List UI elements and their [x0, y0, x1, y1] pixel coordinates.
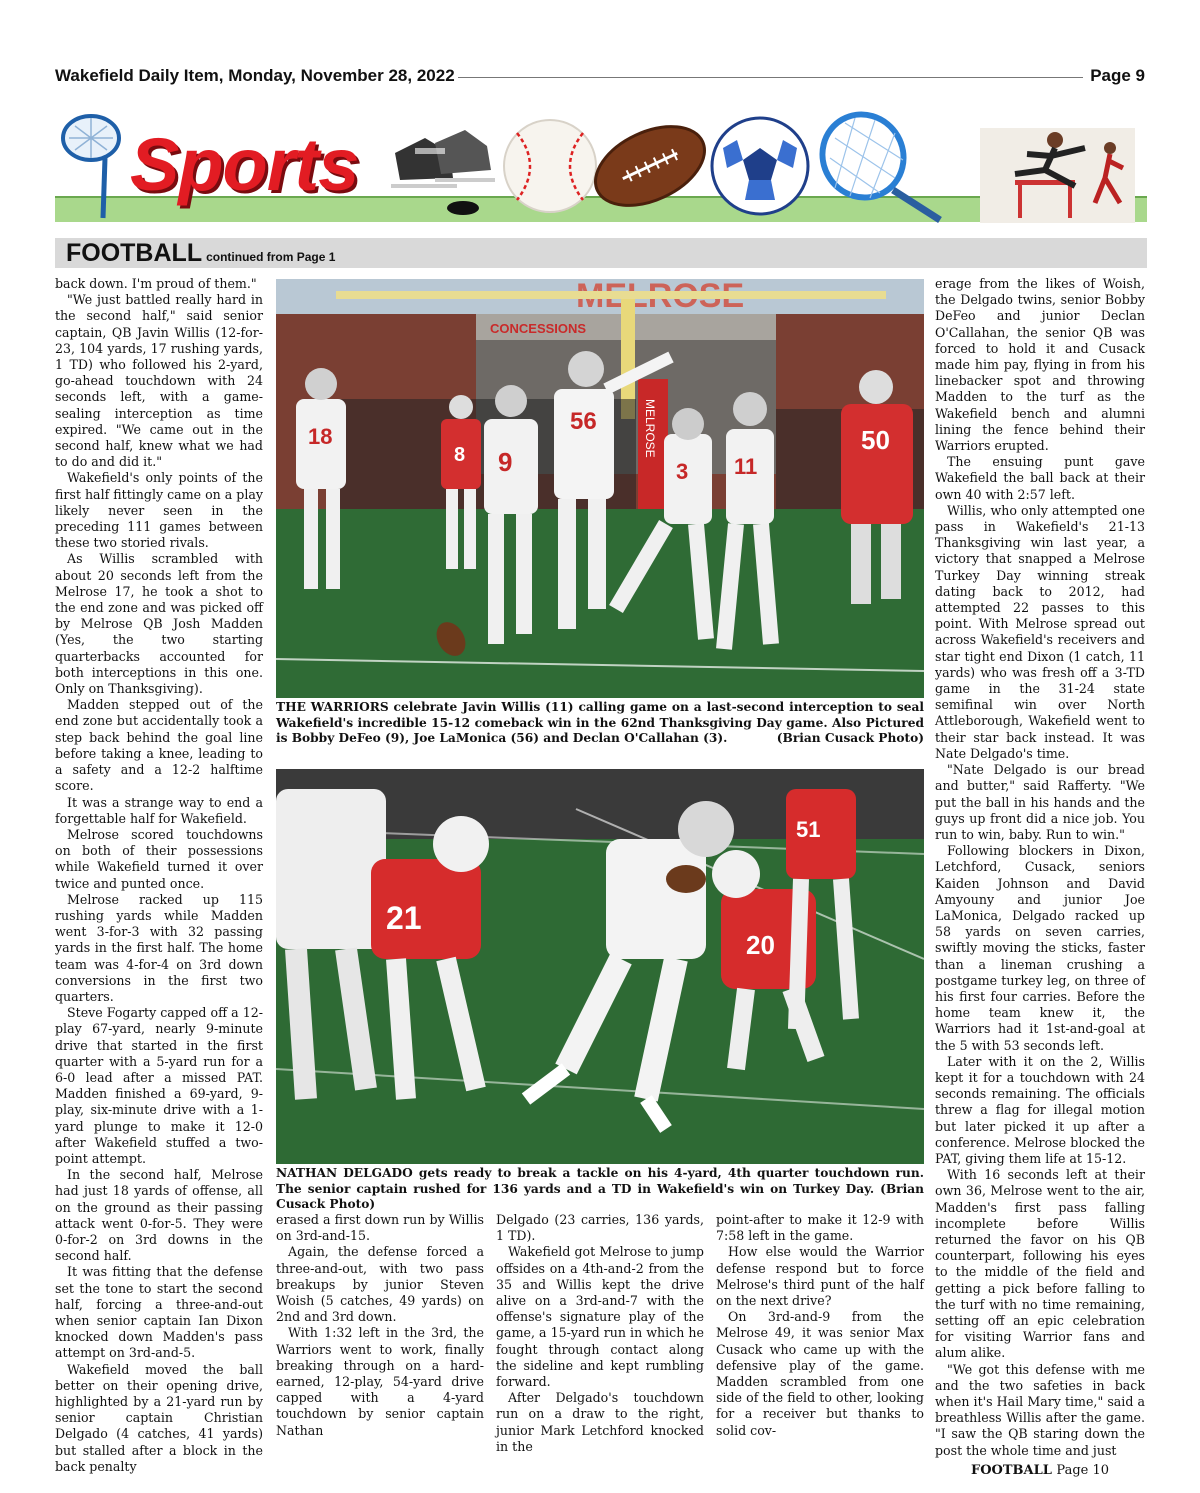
paragraph: Following blockers in Dixon, Letchford, Cusack, seniors Kaiden Johnson and David Amyouny and junior Joe LaMonica, Delgado racked up 58 yards on seven carries, swiftly moving the sticks, faster than a lineman crushing a postgame turkey leg, on three of his first four carries. Before the home team knew it, the Warriors had it 1st-and-goal at the 5 with 53 seconds left.: [935, 843, 1145, 1053]
tennis-racket-icon: [807, 108, 940, 220]
hurdler-icon: [980, 128, 1135, 223]
article-column-2: [276, 1212, 484, 1439]
section-heading: [66, 238, 335, 272]
photo-warriors-celebrate: [276, 279, 924, 698]
paragraph: erage from the likes of Woish, the Delgado twins, senior Bobby DeFeo and junior Declan O'Callahan, the senior QB was forced to hold it and Cusack made him pay, flying in from his linebacker spot and throwing Madden to the turf as the Wakefield bench and alumni lining the fence behind their Warriors erupted.: [935, 276, 1145, 454]
article-column-4: [716, 1212, 924, 1439]
paragraph: Again, the defense forced a three-and-out, with two pass breakups by junior Steven Woish (5 catches, 49 yards) on 2nd and 3rd down.: [276, 1244, 484, 1325]
soccer-ball-icon: [712, 118, 808, 214]
jersey-number: 51: [796, 817, 821, 842]
paragraph: With 1:32 left in the 3rd, the Warriors went to work, finally breaking through on a hard-earned, 12-play, 54-yard drive capped with a 4-yard touchdown by senior captain Nathan: [276, 1325, 484, 1438]
paragraph: Wakefield moved the ball better on their opening drive, highlighted by a 21-yard run by senior captain Christian Delgado (4 catches, 41 yards) but stalled after a block in the back penalty: [55, 1361, 263, 1474]
paragraph: As Willis scrambled with about 20 seconds left from the Melrose 17, he took a shot to the end zone and was picked off by Melrose QB Josh Madden (Yes, the two starting quarterbacks accounted for both interceptions in this one. Only on Thanksgiving).: [55, 551, 263, 697]
photo-credit: (Brian Cusack Photo): [776, 731, 924, 745]
sports-title: Sports: [130, 123, 359, 206]
paragraph: Melrose scored touchdowns on both of their possessions while Wakefield turned it over twice and punted once.: [55, 826, 263, 891]
jersey-number: 20: [746, 930, 775, 960]
paragraph: With 16 seconds left at their own 36, Melrose went to the air, Madden's first pass falling incomplete before Willis returned the favor on his QB counterpart, following his eyes to the middle of the field and getting a pick before falling to the turf with no time remaining, setting off an epic celebration for visiting Warrior fans and alum alike.: [935, 1167, 1145, 1361]
photo2-caption: [276, 1166, 924, 1213]
paragraph: On 3rd-and-9 from the Melrose 49, it was senior Max Cusack who came up with the defensive play of the game. Madden scrambled from one side of the field to other, looking for a receiver but thanks to solid cov-: [716, 1309, 924, 1438]
paragraph: Later with it on the 2, Willis kept it for a touchdown with 24 seconds remaining. The officials threw a flag for illegal motion but later picked it up after a conference. Melrose blocked the PAT, giving them life at 15-12.: [935, 1053, 1145, 1166]
paragraph: point-after to make it 12-9 with 7:58 left in the game.: [716, 1212, 924, 1244]
jump-label: FOOTBALL: [970, 1462, 1052, 1478]
jersey-number: 11: [734, 454, 758, 479]
baseball-icon: [504, 120, 596, 212]
jersey-number: 3: [676, 459, 689, 484]
paragraph: Willis, who only attempted one pass in Wakefield's 21-13 Thanksgiving win last year, a victory that snapped a Melrose Turkey Day winning streak dating back to 2012, had attempted 22 passes to this point. With Melrose spread out across Wakefield's receivers and star tight end Dixon (1 catch, 11 yards) who was fresh off a 3-TD game in the 31-24 state semifinal win over North Attleborough, Wakefield went to their star back instead. It was Nate Delgado's time.: [935, 502, 1145, 761]
paragraph: "We got this defense with me and the two safeties in back when it's Hail Mary time," said a breathless Willis after the game. "I saw the QB staring down the post the whole time and just: [935, 1361, 1145, 1458]
article-column-3: [496, 1212, 704, 1455]
jersey-number: 8: [454, 444, 466, 466]
jersey-number: 21: [386, 900, 422, 936]
paragraph: In the second half, Melrose had just 18 yards of offense, all on the ground as their passing attack went 0-for-5. They were 0-for-2 on 3rd downs in the second half.: [55, 1167, 263, 1264]
paragraph: Steve Fogarty capped off a 12-play 67-yard, nearly 9-minute drive that started in the first quarter with a 5-yard run for a 6-0 lead after a missed PAT. Madden finished a 69-yard, 9-play, six-minute drive with a 1-yard plunge to make it 12-0 after Wakefield stuffed a two-point attempt.: [55, 1005, 263, 1166]
concessions-sign: CONCESSIONS: [490, 321, 587, 336]
paragraph: It was a strange way to end a forgettable half for Wakefield.: [55, 794, 263, 826]
photo-nathan-delgado-run: [276, 769, 924, 1164]
publication-date-line: Wakefield Daily Item, Monday, November 28, 2022: [55, 66, 455, 85]
paragraph: Madden stepped out of the end zone but accidentally took a step back behind the goal line before taking a knee, leading to a safety and a 12-2 halftime score.: [55, 697, 263, 794]
jersey-number: 18: [308, 424, 333, 449]
section-title: FOOTBALL: [66, 239, 203, 267]
paragraph: Wakefield's only points of the first half fittingly came on a play likely never seen in the preceding 111 games between these two storied rivals.: [55, 470, 264, 551]
paragraph: It was fitting that the defense set the tone to start the second half, forcing a three-and-out when senior captain Ian Dixon knocked down Madden's pass attempt on 3rd-and-5.: [55, 1264, 263, 1361]
photo-credit: (Brian Cusack Photo): [276, 1181, 924, 1211]
paragraph: Wakefield got Melrose to jump offsides on a 4th-and-2 from the 35 and Willis kept the drive alive on a 3rd-and-7 with the offense's signature play of the game, a 15-yard run in which he fought through contact along the sideline and kept rumbling forward.: [496, 1244, 704, 1390]
paragraph: back down. I'm proud of them.": [55, 276, 257, 291]
section-subtitle: continued from Page 1: [206, 250, 336, 264]
paragraph: After Delgado's touchdown run on a draw to the right, junior Mark Letchford knocked in the: [496, 1390, 704, 1454]
continued-jump-line[interactable]: [935, 1463, 1145, 1479]
paragraph: Delgado (23 carries, 136 yards, 1 TD).: [496, 1212, 704, 1244]
paragraph: Melrose racked up 115 rushing yards while Madden went 3-for-3 with 32 passing yards in the first half. The home team was 4-for-4 on 3rd down conversions in the first two quarters.: [55, 891, 263, 1004]
masthead-rule: [458, 77, 1083, 78]
caption-lead: THE WARRIORS: [276, 700, 389, 714]
photo1-caption: [276, 700, 924, 747]
jersey-number: 9: [498, 447, 513, 477]
paragraph: "We just battled really hard in the second half," said senior captain, QB Javin Willis (12-for-23, 104 yards, 17 rushing yards, 1 TD) who followed his 2-yard, go-ahead touchdown with 24 seconds left, with a game-sealing interception as time expired. "We came out in the second half, knew what we had to do and did it.": [55, 292, 263, 470]
paragraph: erased a first down run by Willis on 3rd-and-15.: [276, 1212, 484, 1244]
football-icon: [583, 111, 717, 222]
goalpost-pad-text: MELROSE: [643, 399, 657, 458]
jump-page: Page 10: [1056, 1462, 1110, 1478]
paragraph: How else would the Warrior defense respond but to force Melrose's third punt of the half on the next drive?: [716, 1244, 924, 1309]
jersey-number: 50: [861, 425, 890, 455]
page-number: Page 9: [1090, 66, 1145, 85]
paragraph: The ensuing punt gave Wakefield the ball back at their own 40 with 2:57 left.: [935, 454, 1145, 502]
lacrosse-stick-icon: [63, 116, 119, 218]
ice-skates-icon: [391, 130, 495, 186]
jersey-number: 56: [570, 408, 597, 435]
caption-text: gets ready to break a tackle on his 4-yard, 4th quarter touchdown run. The senior captain rushed for 136 yards and a TD in Wakefield's win on Turkey Day.: [276, 1166, 924, 1196]
hockey-puck-icon: [447, 201, 479, 215]
article-column-1: [55, 276, 263, 1475]
caption-lead: NATHAN DELGADO: [276, 1166, 413, 1180]
article-column-6: [935, 276, 1145, 1479]
paragraph: "Nate Delgado is our bread and butter," said Rafferty. "We put the ball in his hands and the guys up front did a nice job. You run to win, baby. Run to win.": [935, 762, 1145, 842]
caption-text: celebrate Javin Willis (11) calling game on a last-second interception to seal Wakefield's incredible 15-12 comeback win in the 62nd Thanksgiving Day game. Also Pictured is Bobby DeFeo (9), Joe LaMonica (56) and Declan O'Callahan (3).: [276, 700, 925, 745]
